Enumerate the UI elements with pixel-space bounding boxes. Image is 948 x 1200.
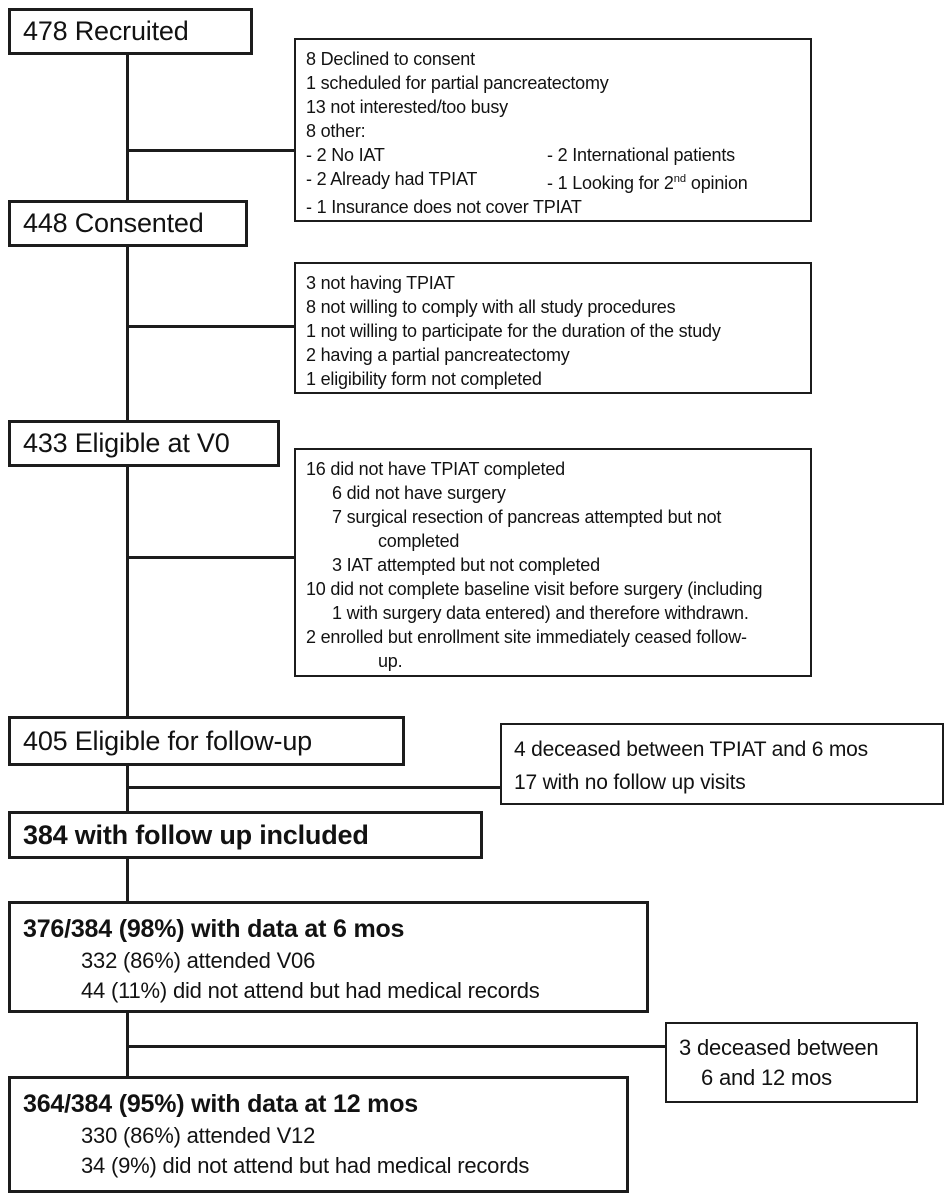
exclusion-line: 16 did not have TPIAT completed [306,459,565,479]
box-recruited-label: 478 Recruited [23,16,189,46]
connector-consented-eligible [126,247,129,420]
exclusion-line: - 2 No IAT [306,145,385,165]
exclusion-line: 3 not having TPIAT [306,273,455,293]
box-data-6mos [8,901,649,1013]
exclusion-line: 3 IAT attempted but not completed [332,555,600,575]
box-eligible-followup [8,716,405,766]
exclusion-line: 2 enrolled but enrollment site immediately ceased follow- [306,627,747,647]
box-followup-exclusions [500,723,944,805]
exclusion-line: - 1 Insurance does not cover TPIAT [306,197,582,217]
data-6mos-line: 332 (86%) attended V06 [81,948,316,973]
deceased-line: 6 and 12 mos [701,1065,832,1090]
exclusion-line: 1 not willing to participate for the duration of the study [306,321,721,341]
exclusion-line-second-opinion [547,167,802,195]
ordinal-superscript: nd [673,173,687,185]
exclusion-line: up. [378,651,403,671]
box-consent-exclusions [294,262,812,394]
box-recruit-exclusions [294,38,812,222]
box-followup-included [8,811,483,859]
exclusion-line: - 2 International patients [547,145,735,165]
deceased-line: 3 deceased between [679,1035,879,1060]
data-12mos-line: 330 (86%) attended V12 [81,1123,316,1148]
exclusion-line: 1 eligibility form not completed [306,369,542,389]
branch-consent-exclusions [126,325,294,328]
box-followup-included-label: 384 with follow up included [23,819,369,850]
box-data-12mos [8,1076,629,1193]
exclusion-line: - 2 Already had TPIAT [306,169,478,189]
box-eligible-v0 [8,420,280,467]
exclusion-line: 17 with no follow up visits [514,771,746,794]
exclusion-line: completed [378,531,460,551]
exclusion-line: 8 other: [306,121,366,141]
connector-recruited-consented [126,55,129,200]
box-consented [8,200,248,247]
exclusion-line: 10 did not complete baseline visit before surgery (including [306,579,763,599]
exclusion-line: 6 did not have surgery [332,483,506,503]
data-12mos-line: 34 (9%) did not attend but had medical records [81,1153,530,1178]
box-eligible-v0-label: 433 Eligible at V0 [23,428,230,458]
second-opinion-prefix: - 1 Looking for 2 [547,173,674,193]
box-recruited [8,8,253,55]
branch-recruit-exclusions [126,149,294,152]
data-6mos-line: 44 (11%) did not attend but had medical records [81,978,540,1003]
box-consented-label: 448 Consented [23,208,204,238]
box-deceased-6-12 [665,1022,918,1103]
second-opinion-suffix: opinion [686,173,748,193]
exclusion-line: 13 not interested/too busy [306,97,508,117]
exclusion-line: 8 Declined to consent [306,49,475,69]
connector-eligible-followup [126,467,129,716]
branch-deceased-6-12 [126,1045,665,1048]
branch-followup-exclusions [126,786,500,789]
exclusion-line: 4 deceased between TPIAT and 6 mos [514,738,868,761]
exclusion-line: 2 having a partial pancreatectomy [306,345,570,365]
exclusion-line: 1 scheduled for partial pancreatectomy [306,73,609,93]
exclusion-line: 1 with surgery data entered) and therefore withdrawn. [332,603,749,623]
exclusion-line: 7 surgical resection of pancreas attempted but not [332,507,722,527]
branch-eligible-exclusions [126,556,294,559]
exclusion-line: 8 not willing to comply with all study procedures [306,297,676,317]
box-eligible-exclusions [294,448,812,677]
connector-included-6mos [126,859,129,901]
box-data-12mos-title: 364/384 (95%) with data at 12 mos [23,1090,418,1118]
box-eligible-followup-label: 405 Eligible for follow-up [23,725,312,756]
other-reasons-columns [306,143,802,195]
box-data-6mos-title: 376/384 (98%) with data at 6 mos [23,915,405,943]
